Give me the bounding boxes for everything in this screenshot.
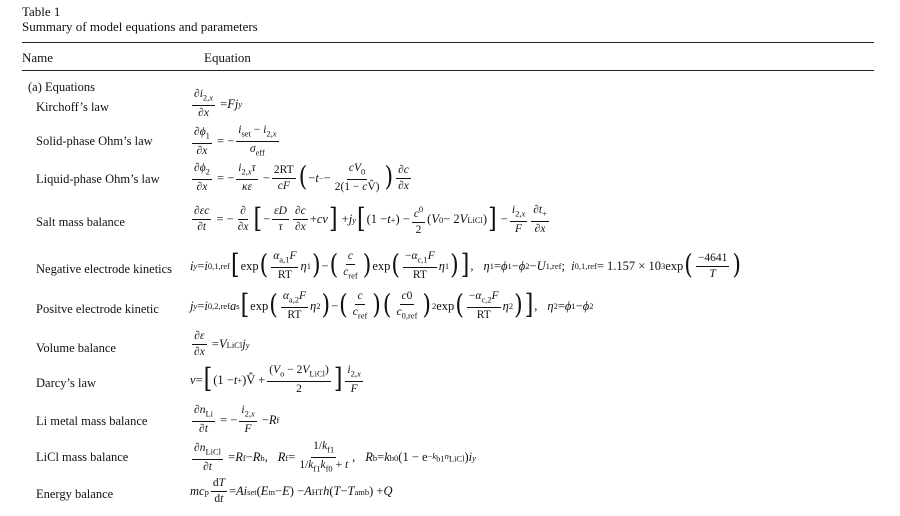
equation-kirchoff: $\frac{\partial i_{2,x}}{\partial x}$ = F j y xyxy=(194,88,243,120)
row-name-volume-balance: Volume balance xyxy=(36,341,116,355)
equation-energy: mc p $\frac{dT}{dt}$ = Ai set ( E tn − E ) − A HT h ( T − T amb ) + Q xyxy=(190,477,393,505)
equation-positive-kinetics: j y = i 0,2,ref a s [ exp ( $\frac{\alpha_{a,2}F}{RT}$ η 2 ) − ( $\frac{c}{c_{ref}}$ ) ( $\frac{c0}{c_{0,ref}}$ ) 2 exp ( $\frac{-\alpha_{c,2}F}{RT}$ η 2 ) ] , η 2 = ϕ 1 − ϕ 2 xyxy=(190,289,594,322)
equation-li-metal: $\frac{\partial n_{Li}}{\partial t}$ = − $\frac{i_{2,x}}{F}$ − R f xyxy=(194,404,280,436)
table-label: Table 1 xyxy=(22,4,61,19)
table-title: Summary of model equations and parameters xyxy=(22,19,258,34)
equation-negative-kinetics: i y = i 0,1,ref [ exp ( $\frac{\alpha_{a,1}F}{RT}$ η 1 ) − ( $\frac{c}{c_{ref}}$ ) exp ( $\frac{-\alpha_{c,1}F}{RT}$ η 1 ) ] , η 1 = ϕ 1 − ϕ 2 − U 1,ref ; i 0,1,ref = 1.157 × 10 3 exp ( $\frac{-4641}{T}$ ) xyxy=(190,249,741,282)
row-name-solid-ohm: Solid-phase Ohm’s law xyxy=(36,134,153,148)
header-rule xyxy=(22,70,874,71)
row-name-positive-kinetics: Positve electrode kinetic xyxy=(36,302,159,316)
column-header-equation: Equation xyxy=(204,50,251,65)
equation-liquid-ohm: $\frac{\partial\phi_2}{\partial x}$ = − $\frac{i_{2,x}\tau}{\kappa\varepsilon}$ − $\frac{2RT}{cF}$ ( − t − − $\frac{cV_0}{2(1 - cV̂)}$ ) $\frac{\partial c}{\partial x}$ xyxy=(194,161,409,194)
row-name-kirchoff: Kirchoff’s law xyxy=(36,100,110,114)
equation-darcy: v = [ (1 − t + )V̂ + $\frac{(V_o - 2V_{LiCl})}{2}$ ] $\frac{i_{2,x}}{F}$ xyxy=(190,363,361,396)
row-name-li-metal: Li metal mass balance xyxy=(36,414,148,428)
row-name-salt-mass: Salt mass balance xyxy=(36,215,125,229)
row-name-energy: Energy balance xyxy=(36,487,114,501)
row-name-liquid-ohm: Liquid-phase Ohm’s law xyxy=(36,172,160,186)
row-name-licl: LiCl mass balance xyxy=(36,450,129,464)
top-rule xyxy=(22,42,874,43)
section-label: (a) Equations xyxy=(28,80,95,94)
equation-licl: $\frac{\partial n_{LiCl}}{\partial t}$ = R f − R b , R f = $\frac{1/k_{f1}}{1/k_{f1}k_{f0} + t}$ , R b = k b0 (1 − e $-k_{b1}n_{LiCl}$ ) i y xyxy=(194,440,476,474)
equation-volume-balance: $\frac{\partial\varepsilon}{\partial x}$ = V LiCl j y xyxy=(194,330,250,358)
table-caption xyxy=(22,4,258,34)
row-name-negative-kinetics: Negative electrode kinetics xyxy=(36,262,173,276)
equation-salt-mass: $\frac{\partial\varepsilon c}{\partial t}$ = − $\frac{\partial}{\partial x}$ [ − $\frac{\varepsilon D}{\tau}$ $\frac{\partial c}{\partial x}$ + cv ] + j y [ (1 − t + ) − $\frac{c^0}{2}$ ( V 0 − 2 V LiCl ) ] − $\frac{i_{2,x}}{F}$ $\frac{\partial t_+}{\partial x}$ xyxy=(194,203,547,236)
equation-solid-ohm: $\frac{\partial\phi_1}{\partial x}$ = − $\frac{i_{set} - i_{2,x}}{\sigma_{eff}}$ xyxy=(194,124,277,158)
row-name-darcy: Darcy’s law xyxy=(36,376,97,390)
column-header-name: Name xyxy=(22,50,54,65)
